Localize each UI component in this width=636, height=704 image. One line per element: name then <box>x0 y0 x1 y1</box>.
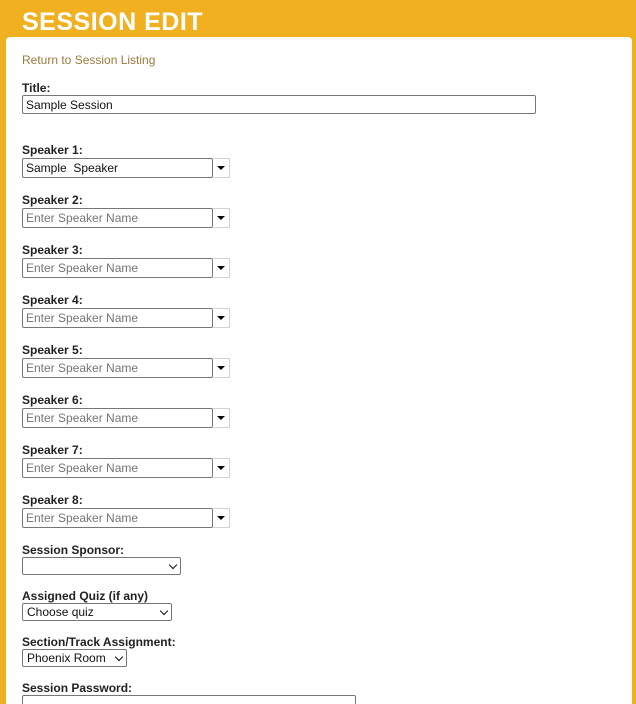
title-label: Title: <box>22 81 51 95</box>
speaker-8-label: Speaker 8: <box>22 493 83 507</box>
session-sponsor-label: Session Sponsor: <box>22 543 125 557</box>
speaker-2-label: Speaker 2: <box>22 193 83 207</box>
section-track-select[interactable] <box>22 649 127 667</box>
speaker-2-dropdown-button[interactable] <box>213 208 230 228</box>
chevron-down-icon <box>115 653 123 661</box>
caret-down-icon <box>217 416 225 420</box>
session-edit-panel <box>6 37 632 704</box>
speaker-8-input[interactable] <box>22 508 213 528</box>
assigned-quiz-value: Choose quiz <box>27 605 94 619</box>
chevron-down-icon <box>160 607 168 615</box>
speaker-3-label: Speaker 3: <box>22 243 83 257</box>
caret-down-icon <box>217 216 225 220</box>
speaker-7-label: Speaker 7: <box>22 443 83 457</box>
caret-down-icon <box>217 366 225 370</box>
page-title: SESSION EDIT <box>22 8 204 36</box>
session-password-label: Session Password: <box>22 681 133 695</box>
speaker-1-dropdown-button[interactable] <box>213 158 230 178</box>
speaker-6-input[interactable] <box>22 408 213 428</box>
chevron-down-icon <box>169 561 177 569</box>
section-track-label: Section/Track Assignment: <box>22 635 176 649</box>
session-sponsor-select[interactable] <box>22 557 181 575</box>
speaker-2-input[interactable] <box>22 208 213 228</box>
caret-down-icon <box>217 266 225 270</box>
speaker-7-dropdown-button[interactable] <box>213 458 230 478</box>
speaker-4-label: Speaker 4: <box>22 293 83 307</box>
speaker-1-label: Speaker 1: <box>22 143 83 157</box>
speaker-5-label: Speaker 5: <box>22 343 83 357</box>
speaker-3-input[interactable] <box>22 258 213 278</box>
speaker-8-dropdown-button[interactable] <box>213 508 230 528</box>
assigned-quiz-select[interactable] <box>22 603 172 621</box>
return-to-session-listing-link[interactable]: Return to Session Listing <box>22 53 156 67</box>
speaker-4-dropdown-button[interactable] <box>213 308 230 328</box>
session-password-input[interactable] <box>22 695 356 704</box>
speaker-6-dropdown-button[interactable] <box>213 408 230 428</box>
section-track-value: Phoenix Room <box>27 651 106 665</box>
caret-down-icon <box>217 516 225 520</box>
assigned-quiz-label: Assigned Quiz (if any) <box>22 589 149 603</box>
caret-down-icon <box>217 166 225 170</box>
speaker-6-label: Speaker 6: <box>22 393 83 407</box>
speaker-5-dropdown-button[interactable] <box>213 358 230 378</box>
caret-down-icon <box>217 316 225 320</box>
title-input[interactable] <box>22 95 536 114</box>
speaker-3-dropdown-button[interactable] <box>213 258 230 278</box>
speaker-7-input[interactable] <box>22 458 213 478</box>
caret-down-icon <box>217 466 225 470</box>
speaker-4-input[interactable] <box>22 308 213 328</box>
speaker-5-input[interactable] <box>22 358 213 378</box>
speaker-1-input[interactable] <box>22 158 213 178</box>
